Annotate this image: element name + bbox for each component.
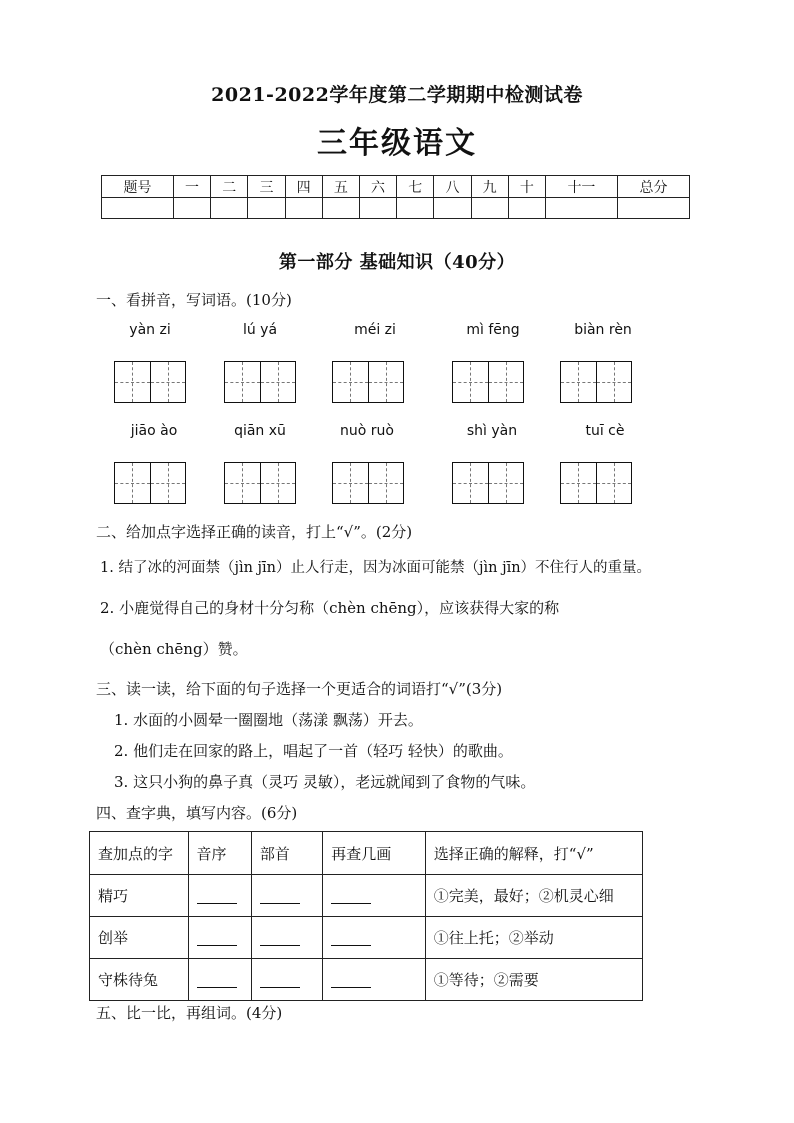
- score-header-cell: 十一: [545, 176, 617, 198]
- score-blank-cell[interactable]: [434, 198, 471, 219]
- pinyin-label: tuī cè: [585, 423, 625, 439]
- score-header-cell: 十: [508, 176, 545, 198]
- writing-grid[interactable]: [332, 462, 404, 504]
- answer-blank[interactable]: [188, 959, 251, 1001]
- score-blank-cell[interactable]: [322, 198, 359, 219]
- pinyin-label: mì fēng: [466, 322, 520, 338]
- dict-row: [90, 917, 643, 959]
- dict-header-cell: 查加点的字: [90, 832, 189, 875]
- writing-grid[interactable]: [114, 462, 186, 504]
- score-header-cell: 一: [173, 176, 210, 198]
- score-header-cell: 四: [285, 176, 322, 198]
- q5-title: 五、比一比，再组词。(4分): [96, 1004, 283, 1022]
- score-blank-cell[interactable]: [102, 198, 174, 219]
- pinyin-label: lú yá: [242, 322, 278, 338]
- score-blank-cell[interactable]: [359, 198, 396, 219]
- score-blank-cell[interactable]: [545, 198, 617, 219]
- writing-grid[interactable]: [560, 462, 632, 504]
- writing-grid[interactable]: [224, 462, 296, 504]
- score-header-cell: 题号: [102, 176, 174, 198]
- dict-meaning: ①完美，最好；②机灵心细: [425, 875, 642, 917]
- q4-title: 四、查字典，填写内容。(6分): [96, 804, 298, 822]
- dict-meaning: ①等待；②需要: [425, 959, 642, 1001]
- score-header-cell: 二: [211, 176, 248, 198]
- writing-grid[interactable]: [452, 462, 524, 504]
- answer-blank[interactable]: [251, 917, 322, 959]
- score-header-cell: 六: [359, 176, 396, 198]
- q2-sentence-2-cont: （chèn chēng）赞。: [100, 640, 248, 658]
- dict-header-cell: 部首: [251, 832, 322, 875]
- score-blank-cell[interactable]: [285, 198, 322, 219]
- dict-word: 精巧: [90, 875, 189, 917]
- score-header-row: [102, 176, 690, 198]
- q1-title: 一、看拼音，写词语。(10分): [96, 291, 292, 309]
- score-header-cell: 五: [322, 176, 359, 198]
- q2-sentence-2: 2. 小鹿觉得自己的身材十分匀称（chèn chēng），应该获得大家的称: [100, 599, 560, 617]
- score-blank-cell[interactable]: [471, 198, 508, 219]
- score-blank-cell[interactable]: [211, 198, 248, 219]
- writing-grid[interactable]: [332, 361, 404, 403]
- pinyin-label: méi zi: [354, 322, 396, 338]
- q3-sentence-1: 1. 水面的小圆晕一圈圈地（荡漾 飘荡）开去。: [114, 711, 423, 729]
- q3-sentence-3: 3. 这只小狗的鼻子真（灵巧 灵敏），老远就闻到了食物的气味。: [114, 773, 536, 791]
- writing-grid[interactable]: [560, 361, 632, 403]
- dict-header-row: [90, 832, 643, 875]
- score-header-cell: 九: [471, 176, 508, 198]
- score-blank-cell[interactable]: [173, 198, 210, 219]
- pinyin-label: shì yàn: [466, 423, 518, 439]
- answer-blank[interactable]: [188, 917, 251, 959]
- dict-header-cell: 音序: [188, 832, 251, 875]
- answer-blank[interactable]: [251, 959, 322, 1001]
- answer-blank[interactable]: [323, 917, 426, 959]
- writing-grid[interactable]: [452, 361, 524, 403]
- exam-title: 2021-2022学年度第二学期期中检测试卷: [211, 84, 583, 106]
- subject-title: 三年级语文: [317, 126, 477, 161]
- score-header-cell: 总分: [617, 176, 689, 198]
- score-blank-cell[interactable]: [508, 198, 545, 219]
- score-blank-row: [102, 198, 690, 219]
- score-header-cell: 三: [248, 176, 285, 198]
- q2-sentence-1: 1. 结了冰的河面禁（jìn jīn）止人行走，因为冰面可能禁（jìn jīn）不住行人的重量。: [100, 560, 652, 576]
- score-header-cell: 八: [434, 176, 471, 198]
- score-blank-cell[interactable]: [248, 198, 285, 219]
- answer-blank[interactable]: [251, 875, 322, 917]
- q3-title: 三、读一读，给下面的句子选择一个更适合的词语打“√”(3分): [96, 680, 503, 698]
- answer-blank[interactable]: [323, 959, 426, 1001]
- pinyin-label: biàn rèn: [574, 322, 632, 338]
- dict-header-cell: 选择正确的解释，打“√”: [425, 832, 642, 875]
- part1-heading: 第一部分 基础知识（40分）: [278, 252, 516, 273]
- score-table: [101, 175, 690, 219]
- q3-sentence-2: 2. 他们走在回家的路上，唱起了一首（轻巧 轻快）的歌曲。: [114, 742, 513, 760]
- dict-row: [90, 875, 643, 917]
- writing-grid[interactable]: [114, 361, 186, 403]
- dict-header-cell: 再查几画: [323, 832, 426, 875]
- dictionary-table: [89, 831, 643, 1001]
- dict-word: 守株待兔: [90, 959, 189, 1001]
- answer-blank[interactable]: [188, 875, 251, 917]
- score-blank-cell[interactable]: [617, 198, 689, 219]
- answer-blank[interactable]: [323, 875, 426, 917]
- score-header-cell: 七: [397, 176, 434, 198]
- score-blank-cell[interactable]: [397, 198, 434, 219]
- pinyin-label: jiāo ào: [130, 423, 178, 439]
- dict-word: 创举: [90, 917, 189, 959]
- pinyin-label: yàn zi: [129, 322, 171, 338]
- writing-grid[interactable]: [224, 361, 296, 403]
- dict-meaning: ①往上托；②举动: [425, 917, 642, 959]
- q2-title: 二、给加点字选择正确的读音，打上“√”。(2分): [96, 523, 413, 541]
- dict-row: [90, 959, 643, 1001]
- pinyin-label: qiān xū: [234, 423, 286, 439]
- pinyin-label: nuò ruò: [340, 423, 394, 439]
